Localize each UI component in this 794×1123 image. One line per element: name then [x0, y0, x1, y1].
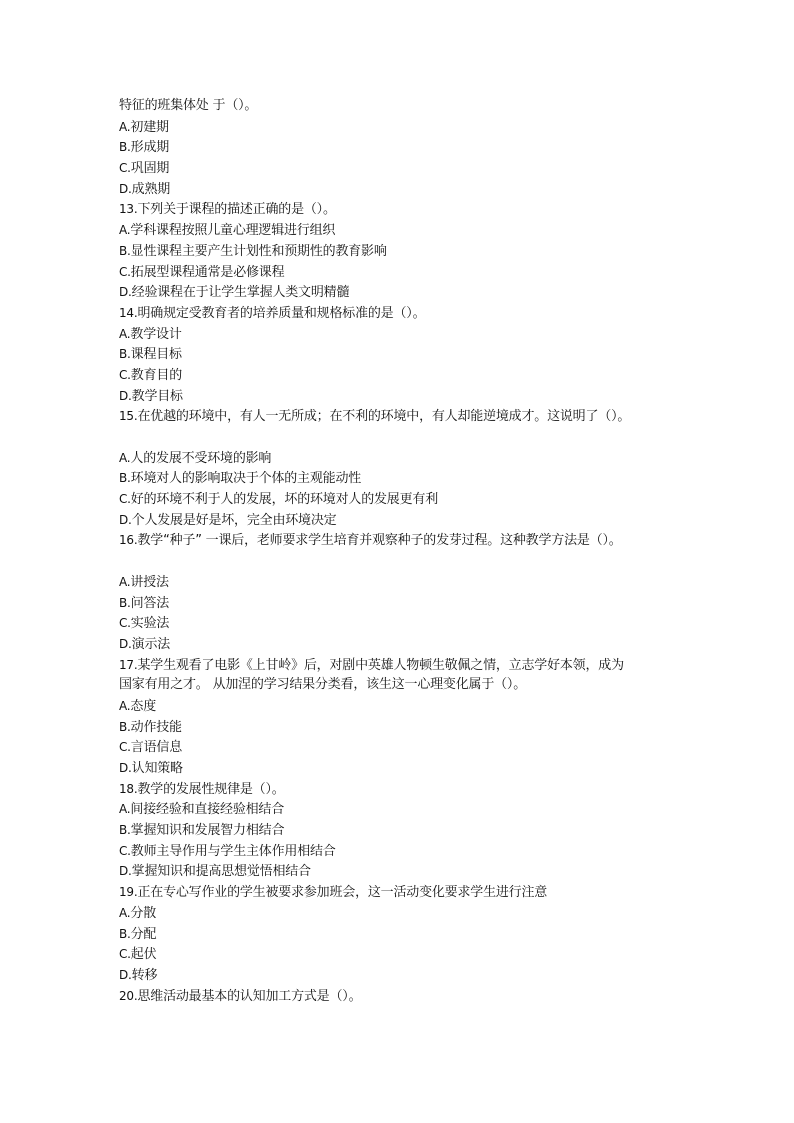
- option-text: 实验法: [130, 616, 170, 632]
- question-number: 19.: [119, 885, 138, 900]
- option-c: [119, 737, 699, 758]
- option-c: [119, 944, 699, 965]
- question-text: 下列关于课程的描述正确的是（）。: [137, 202, 336, 218]
- option-letter: C.: [119, 367, 131, 382]
- option-a: [119, 117, 699, 138]
- option-letter: A.: [119, 802, 131, 817]
- question-number: 20.: [119, 988, 138, 1003]
- question-number: 14.: [119, 305, 138, 320]
- option-a: [119, 903, 699, 924]
- option-letter: D.: [119, 761, 132, 775]
- option-letter: B.: [119, 823, 131, 838]
- option-text: 拓展型课程通常是必修课程: [130, 264, 285, 280]
- question-15-stem: [119, 406, 699, 427]
- option-letter: D.: [119, 181, 132, 196]
- option-a: [119, 696, 699, 717]
- option-letter: C.: [119, 843, 131, 858]
- option-text: 认知策略: [131, 761, 183, 776]
- option-text: 个人发展是好是坏，完全由环境决定: [131, 512, 337, 528]
- option-letter: B.: [119, 347, 131, 362]
- option-letter: B.: [119, 140, 131, 155]
- option-letter: C.: [119, 264, 131, 279]
- question-19-stem: [119, 882, 699, 903]
- question-text: 教学的发展性规律是（）。: [137, 781, 285, 797]
- option-letter: B.: [119, 471, 131, 486]
- question-18-stem: [119, 779, 699, 800]
- option-letter: B.: [119, 595, 131, 610]
- option-text: 巩固期: [130, 161, 170, 177]
- option-letter: C.: [119, 740, 131, 755]
- option-c: [119, 489, 699, 510]
- option-text: 好的环境不利于人的发展，坏的环境对人的发展更有利: [130, 492, 438, 508]
- option-letter: C.: [119, 492, 131, 507]
- option-letter: A.: [119, 223, 131, 238]
- option-text: 环境对人的影响取决于个体的主观能动性: [130, 471, 362, 487]
- option-b: [119, 468, 699, 489]
- option-d: [119, 758, 699, 779]
- option-text: 转移: [131, 967, 158, 983]
- document-page: [119, 96, 699, 1006]
- option-text: 教学目标: [131, 388, 183, 404]
- option-d: [119, 510, 699, 531]
- option-text: 形成期: [130, 140, 170, 156]
- option-text: 教育目的: [130, 367, 182, 383]
- option-text: 言语信息: [130, 740, 182, 756]
- option-letter: D.: [119, 864, 132, 879]
- option-letter: B.: [119, 926, 131, 941]
- question-13-stem: [119, 199, 699, 220]
- option-text: 分散: [130, 905, 157, 921]
- option-d: [119, 861, 699, 882]
- option-text: 学科课程按照儿童心理逻辑进行组织: [130, 223, 336, 239]
- question-stem-continuation: 特征的班集体处 于（）。: [119, 98, 258, 113]
- option-letter: C.: [119, 616, 131, 631]
- option-text: 动作技能: [130, 719, 182, 735]
- option-letter: B.: [119, 719, 131, 734]
- option-c: [119, 841, 699, 862]
- option-c: [119, 262, 699, 283]
- option-letter: C.: [119, 161, 131, 176]
- blank-line: [119, 551, 699, 572]
- option-text: 掌握知识和发展智力相结合: [130, 823, 285, 839]
- option-text: 教学设计: [130, 326, 182, 342]
- option-letter: D.: [119, 388, 132, 403]
- option-b: [119, 924, 699, 945]
- option-text: 掌握知识和提高思想觉悟相结合: [131, 864, 311, 880]
- option-b: [119, 137, 699, 158]
- option-text: 分配: [130, 926, 157, 942]
- option-a: [119, 572, 699, 593]
- question-number: 16.: [119, 533, 138, 548]
- option-d: [119, 386, 699, 407]
- option-d: [119, 179, 699, 200]
- option-a: [119, 799, 699, 820]
- option-d: [119, 282, 699, 303]
- option-letter: A.: [119, 698, 131, 713]
- question-number: 17.: [119, 657, 138, 672]
- option-c: [119, 158, 699, 179]
- option-b: [119, 717, 699, 738]
- option-a: [119, 324, 699, 345]
- option-text: 显性课程主要产生计划性和预期性的教育影响: [130, 243, 387, 259]
- option-letter: D.: [119, 636, 132, 651]
- option-b: [119, 344, 699, 365]
- option-d: [119, 965, 699, 986]
- option-text: 讲授法: [130, 574, 169, 590]
- option-d: [119, 634, 699, 655]
- option-b: [119, 241, 699, 262]
- option-text: 初建期: [130, 119, 169, 135]
- option-text: 成熟期: [131, 181, 171, 197]
- option-b: [119, 820, 699, 841]
- option-c: [119, 365, 699, 386]
- option-text: 经验课程在于让学生掌握人类文明精髓: [131, 285, 350, 301]
- question-16-stem: [119, 530, 699, 551]
- option-text: 问答法: [130, 595, 170, 611]
- question-number: 15.: [119, 409, 138, 424]
- question-number: 13.: [119, 202, 138, 217]
- option-text: 课程目标: [130, 347, 182, 363]
- option-text: 间接经验和直接经验相结合: [130, 802, 285, 818]
- option-letter: A.: [119, 450, 131, 465]
- question-text: 在优越的环境中，有人一无所成；在不利的环境中，有人却能逆境成才。这说明了（）。: [137, 409, 631, 425]
- option-text: 态度: [130, 698, 157, 714]
- option-text: 教师主导作用与学生主体作用相结合: [130, 843, 336, 859]
- option-letter: B.: [119, 243, 131, 258]
- question-14-stem: [119, 303, 699, 324]
- option-letter: A.: [119, 326, 131, 341]
- question-20-stem: [119, 986, 699, 1007]
- question-17-stem-line2: 国家有用之才。 从加涅的学习结果分类看，该生这一心理变化属于（）。: [119, 677, 527, 693]
- question-text: 正在专心写作业的学生被要求参加班会，这一活动变化要求学生进行注意: [137, 885, 548, 901]
- option-letter: D.: [119, 512, 132, 527]
- option-letter: C.: [119, 947, 131, 962]
- option-text: 人的发展不受环境的影响: [130, 450, 272, 466]
- option-c: [119, 613, 699, 634]
- option-b: [119, 593, 699, 614]
- option-a: [119, 220, 699, 241]
- question-text: 教学“种子” 一课后，老师要求学生培育并观察种子的发芽过程。这种教学方法是（）。: [137, 533, 622, 549]
- option-text: 起伏: [130, 947, 157, 963]
- option-text: 演示法: [131, 636, 171, 652]
- option-letter: A.: [119, 905, 131, 920]
- option-letter: A.: [119, 574, 131, 589]
- blank-line: [119, 427, 699, 448]
- question-text: 明确规定受教育者的培养质量和规格标准的是（）。: [137, 305, 426, 321]
- question-text: 思维活动最基本的认知加工方式是（）。: [137, 988, 362, 1004]
- question-text: 某学生观看了电影《上甘岭》后，对剧中英雄人物顿生敬佩之情，立志学好本领，成为: [137, 657, 624, 673]
- option-letter: D.: [119, 967, 132, 982]
- question-number: 18.: [119, 781, 138, 796]
- option-letter: D.: [119, 285, 132, 300]
- question-17-stem: [119, 655, 699, 676]
- option-letter: A.: [119, 119, 131, 134]
- option-a: [119, 448, 699, 469]
